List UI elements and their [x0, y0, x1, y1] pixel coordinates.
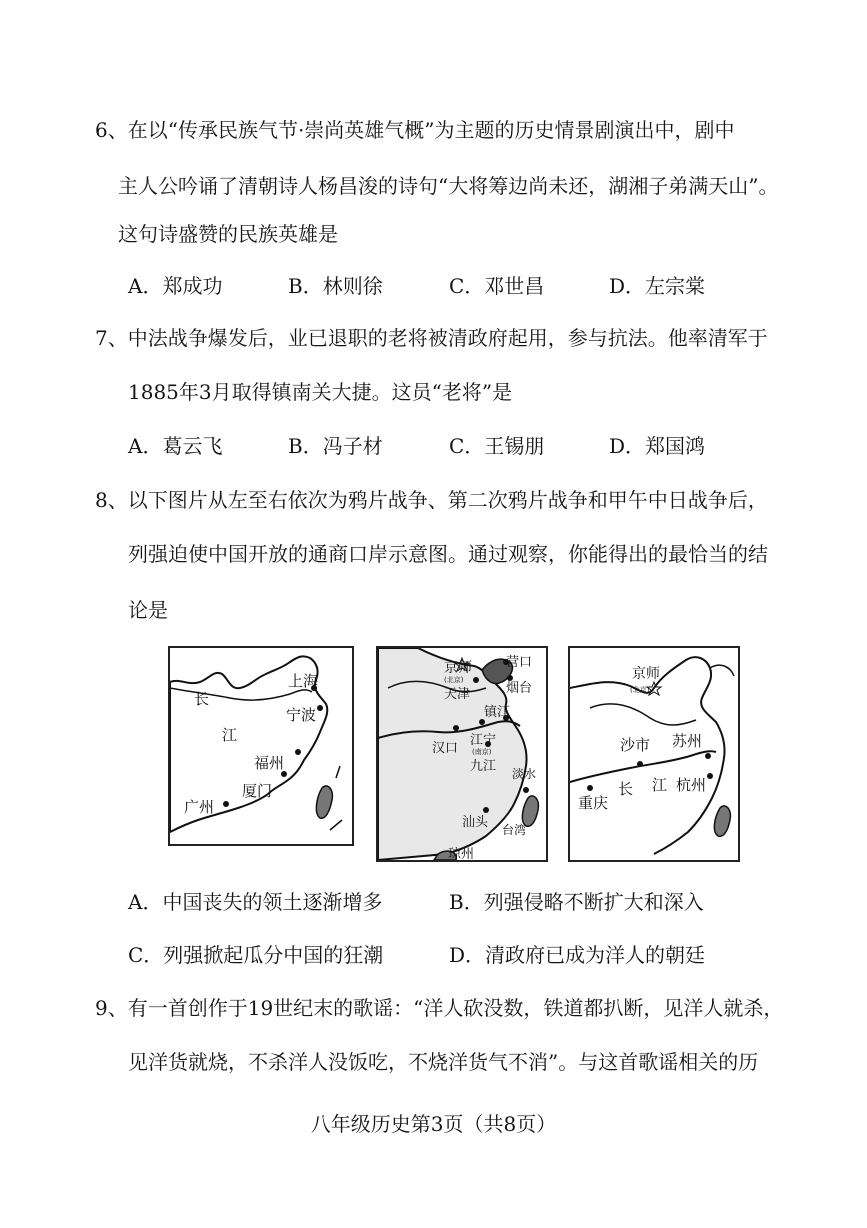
q8-stem-line1: 8、以下图片从左至右依次为鸦片战争、第二次鸦片战争和甲午中日战争后， — [95, 488, 768, 512]
q9-stem-line2: 见洋货就烧，不杀洋人没饭吃，不烧洋货气不消”。与这首歌谣相关的历 — [128, 1050, 759, 1074]
page-footer: 八年级历史第3页（共8页） — [310, 1112, 557, 1136]
map1-label-jiang: 江 — [222, 726, 238, 744]
q6-option-c: C．邓世昌 — [449, 274, 545, 298]
map3-label-suzhou: 苏州 — [672, 732, 703, 750]
map1-label-fuzhou: 福州 — [254, 754, 285, 772]
map3-label-chang: 长 — [618, 780, 634, 798]
map2-label-jiujiang: 九江 — [470, 759, 497, 774]
map3-label-chongqing: 重庆 — [578, 794, 609, 812]
map1-label-shanghai: 上海 — [288, 672, 319, 690]
q7-option-a: A．葛云飞 — [128, 434, 223, 458]
map2-label-jingshi: 京师 — [444, 660, 472, 676]
map2-label-yantai: 烟台 — [506, 681, 533, 696]
map2-label-yingkou: 营口 — [506, 655, 533, 670]
map3-label-jingshi: 京师 — [632, 666, 660, 682]
q6-stem-line1: 6、在以“传承民族气节·崇尚英雄气概”为主题的历史情景剧演出中，剧中 — [95, 118, 735, 142]
q8-stem-line3: 论是 — [128, 598, 168, 622]
map1-label-guangzhou: 广州 — [184, 798, 215, 816]
map2-label-nanjing: (南京) — [472, 748, 492, 756]
map3-label-hangzhou: 杭州 — [676, 776, 707, 794]
map-second-opium-war-ports — [376, 646, 548, 862]
q7-option-c: C．王锡朋 — [449, 434, 545, 458]
map2-label-danshui: 淡水 — [512, 767, 537, 781]
q6-stem-line3: 这句诗盛赞的民族英雄是 — [118, 222, 338, 246]
q6-option-a: A．郑成功 — [128, 274, 223, 298]
map1-label-chang: 长 — [194, 690, 210, 708]
map3-label-beijing: (北京) — [630, 686, 650, 694]
map2-label-zhenjiang: 镇江 — [484, 705, 511, 720]
q8-option-b: B．列强侵略不断扩大和深入 — [449, 890, 704, 914]
map2-label-tianjin: 天津 — [444, 687, 471, 702]
q6-option-d: D．左宗棠 — [609, 274, 706, 298]
map2-label-jiangning: 江宁 — [470, 733, 497, 748]
q7-stem-line1: 7、中法战争爆发后，业已退职的老将被清政府起用，参与抗法。他率清军于 — [95, 326, 768, 350]
q6-option-b: B．林则徐 — [288, 274, 383, 298]
map2-label-beijing: (北京) — [444, 676, 464, 684]
map2-label-taiwan: 台湾 — [502, 823, 527, 837]
map2-label-qiongzhou: 琼州 — [448, 847, 475, 860]
q8-option-c: C．列强掀起瓜分中国的狂潮 — [128, 943, 384, 967]
map-opium-war-ports — [168, 646, 354, 846]
q7-stem-line2: 1885年3月取得镇南关大捷。这员“老将”是 — [128, 380, 513, 404]
q7-option-d: D．郑国鸿 — [609, 434, 706, 458]
map2-label-shantou: 汕头 — [462, 815, 489, 830]
map3-label-jiang: 江 — [652, 776, 668, 794]
map1-label-ningbo: 宁波 — [286, 706, 317, 724]
map1-label-xiamen: 厦门 — [242, 782, 273, 800]
map2-label-hankou: 汉口 — [432, 741, 459, 756]
q8-stem-line2: 列强迫使中国开放的通商口岸示意图。通过观察，你能得出的最恰当的结 — [128, 542, 768, 566]
q6-stem-line2: 主人公吟诵了清朝诗人杨昌浚的诗句“大将筹边尚未还，湖湘子弟满天山”。 — [118, 174, 779, 198]
q8-option-d: D．清政府已成为洋人的朝廷 — [449, 943, 706, 967]
q8-option-a: A．中国丧失的领土逐渐增多 — [128, 890, 383, 914]
map3-label-shashi: 沙市 — [620, 736, 651, 754]
map-sino-japanese-war-ports — [568, 646, 740, 862]
q7-option-b: B．冯子材 — [288, 434, 383, 458]
q9-stem-line1: 9、有一首创作于19世纪末的歌谣：“洋人砍没数，铁道都扒断，见洋人就杀， — [95, 996, 784, 1020]
